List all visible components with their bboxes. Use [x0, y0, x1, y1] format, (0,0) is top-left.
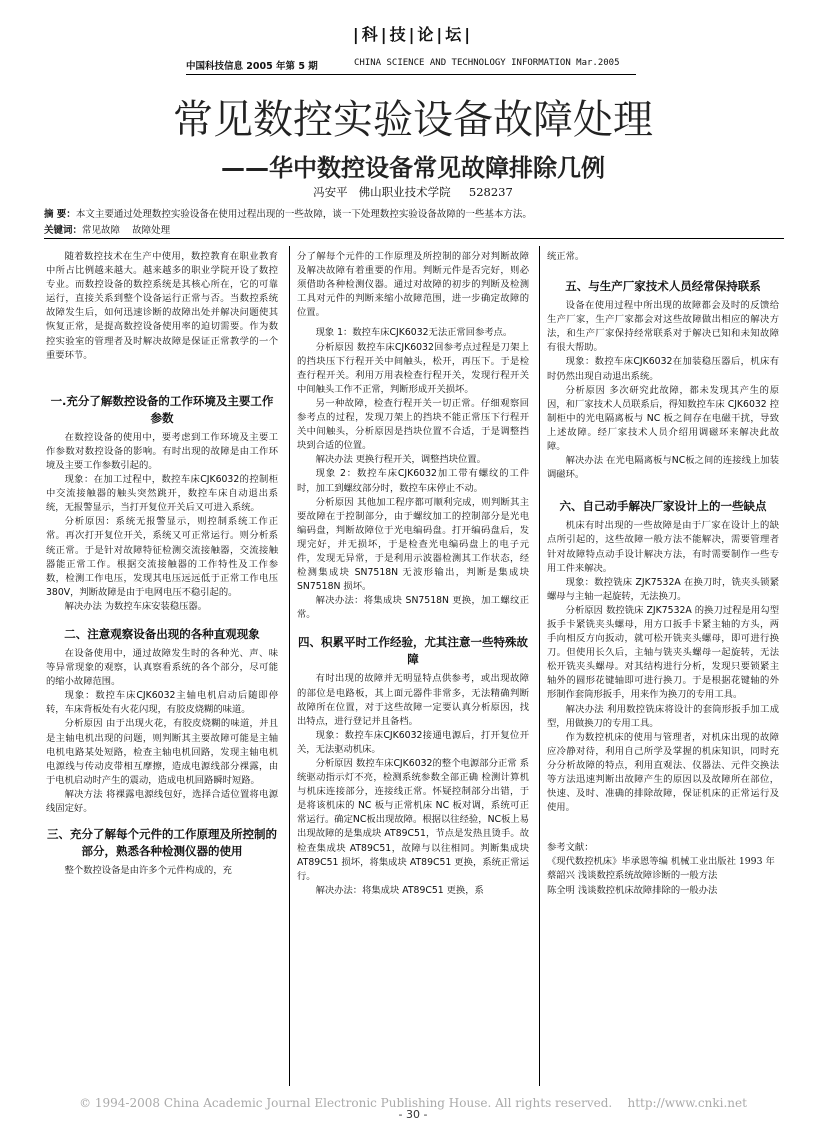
abstract-label: 摘 要：: [44, 209, 76, 220]
keywords-text: 常见故障 故障处理: [82, 225, 171, 236]
references-label: 参考文献：: [547, 842, 594, 854]
reference-item: 蔡韶兴 浅谈数控系统故障诊断的一般方法: [547, 870, 718, 882]
paragraph: 解决办法：将集成块 SN7518N 更换，加工螺纹正常。: [297, 595, 529, 621]
paragraph: 解决办法 在光电隔离板与NC板之间的连接线上加装调磁环。: [547, 455, 779, 481]
paragraph: 解决办法 利用数控铣床将设计的套筒形扳手加工成型，用做换刀的专用工具。: [547, 703, 779, 729]
column-name: |科|技|论|坛|: [352, 25, 474, 44]
title-rule: [44, 238, 784, 239]
column-1: [46, 250, 278, 1090]
paragraph: 现象：数控车床CJK6032接通电源后，打开复位开关，无法驱动机床。: [297, 729, 529, 755]
journal-issue: 中国科技信息 2005 年第 5 期: [186, 61, 318, 72]
paragraph: 有时出现的故障并无明显特点供参考，或出现故障的部位是电路板，其上面元器件非常多，无法精确判断故障所在位置，对于这些故障一定要认真分析原因，找出特点，进行登记并且备档。: [297, 673, 529, 727]
article-subtitle: ——华中数控设备常见故障排除几例: [221, 154, 605, 182]
paragraph: 解决方法 将裸露电源线包好，选择合适位置将电源线固定好。: [46, 788, 278, 814]
section-heading-1: 一.充分了解数控设备的工作环境及主要工作参数: [50, 393, 274, 425]
paragraph: 分析原因 多次研究此故障，都未发现其产生的原因，和厂家技术人员联系后，得知数控车床 CJK6032 控制柜中的光电隔离板与 NC 板之间存在电磁干扰，导致上述故障。经厂家技术人员介绍用调磁环来解决此故障。: [547, 384, 779, 453]
paragraph: 机床有时出现的一些故障是由于厂家在设计上的缺点所引起的，这些故障一般方法不能解决，需要管理者针对故障特点动手设计解决方法，有时需要制作一些专用工件来解决。: [547, 520, 779, 574]
paragraph: 分析原因 数控铣床 ZJK7532A 的换刀过程是用勾型扳手卡紧铣夹头螺母，用方口扳手卡紧主轴的方头，两手向相反方向扳动，就可松开铣夹头螺母，即可进行换刀。但使用长久后，主轴与铣夹头螺母一起旋转，无法松开铣夹头螺母。对其结构进行分析，发现只要锁紧主轴外的圆形花键轴即可进行换刀。于是根据花键轴的外形制作套筒形扳手，用来作为换刀的专用工具。: [547, 604, 779, 701]
paragraph: 现象：数控车床CJK6032主轴电机启动后随即停转，车床背板处有火花闪现，有胶皮烧糊的味道。: [46, 690, 278, 716]
paragraph: 在设备使用中，通过故障发生时的各种光、声、味等异常现象的观察，认真察看系统的各个部分，尽可能的缩小故障范围。: [46, 647, 278, 688]
paragraph: 现象：数控车床CJK6032在加装稳压器后，机床有时仍然出现自动退出系统。: [547, 356, 779, 382]
page-number: - 30 -: [398, 1108, 428, 1121]
paragraph: 在数控设备的使用中，要考虑到工作环境及主要工作参数对数控设备的影响。有时出现的故障是由工作环境及主要工作参数引起的。: [46, 431, 278, 471]
paragraph: 现象 2：数控车床CJK6032加工带有螺纹的工件时，加工到螺纹部分时，数控车床停止不动。: [297, 468, 529, 494]
reference-item: 陈全明 浅谈数控机床故障排除的一般办法: [547, 884, 718, 896]
section-heading-3: 三、充分了解每个元件的工作原理及所控制的部分，熟悉各种检测仪器的使用: [47, 827, 277, 859]
column-2: [297, 250, 529, 1090]
references: [547, 841, 779, 897]
column-3: [547, 250, 779, 1090]
author-line: 冯安平 佛山职业技术学院 528237: [313, 185, 513, 199]
abstract: [44, 206, 532, 220]
paragraph: 随着数控技术在生产中使用，数控教育在职业教育中所占比例越来越大。越来越多的职业学院开设了数控专业。而数控设备的数控系统是其核心所在，它的可靠运行，直接关系到整个设备运行正常与否。当数控系统故障发生后，如何迅速诊断的故障出处并解决问题使其恢复正常，是提高数控设备使用率的迫切需要。作为数控实验室的管理者及时解决故障是保证正常教学的一个重要环节。: [46, 251, 278, 361]
paragraph: 作为数控机床的使用与管理者，对机床出现的故障应冷静对待，利用自己所学及掌握的机床知识，同时充分分析故障的特点，利用直观法、仪器法、元件交换法等方法迅速判断出故障产生的原因以及故障所在部位，快速、及时、准确的排除故障，保证机床的正常运行及使用。: [547, 731, 779, 814]
section-heading-5: 五、与生产厂家技术人员经常保持联系: [565, 279, 761, 294]
copyright-notice: © 1994-2008 China Academic Journal Electronic Publishing House. All rights reserved. http://www.cnki.net: [79, 1096, 747, 1110]
paragraph: 分析原因 由于出现火花，有胶皮烧糊的味道，并且是主轴电机出现的问题，则判断其主要故障可能是主轴电机电路某处短路，检查主轴电机回路，发现主轴电机电源线与传动皮带相互摩擦，造成电源线部分裸露，由于电机启动时产生的震动，造成电机回路瞬时短路。: [46, 718, 278, 786]
column-divider: [289, 246, 290, 1086]
reference-item: 《现代数控机床》毕承恩等编 机械工业出版社 1993 年: [547, 856, 775, 868]
paragraph: 另一种故障，检查行程开关一切正常。仔细观察回参考点的过程，发现刀架上的挡块不能正常压下行程开关中间触头，分析原因是挡块位置不合适，于是调整挡块到合适的位置。: [297, 397, 529, 452]
keywords: [44, 222, 170, 236]
paragraph: 现象：数控铣床 ZJK7532A 在换刀时，铣夹头锁紧螺母与主轴一起旋转，无法换刀。: [547, 576, 779, 602]
paragraph: 分了解每个元件的工作原理及所控制的部分对判断故障及解决故障有着重要的作用。判断元件是否完好，则必须借助各种检测仪器。通过对故障的初步的判断及检测工具对元件的判断来缩小故障范围，进一步确定故障的位置。: [297, 251, 529, 319]
journal-english: CHINA SCIENCE AND TECHNOLOGY INFORMATION Mar.2005: [354, 58, 620, 68]
paragraph: 解决办法 为数控车床安装稳压器。: [64, 600, 208, 612]
keywords-label: 关键词：: [44, 225, 83, 236]
paragraph: 分析原因 数控车床CJK6032的整个电源部分正常 系统驱动指示灯不亮，检测系统参数全部正确 检测计算机与机床连接部分，连接线正常。怀疑控制部分出错，于是将该机床的 NC 板与正常机床 NC 板对调，系统可正常运行。确定NC板出现故障。根据以往经验，NC板上易出现故障的是集成块 AT89C51，节点是发热且烫手。故检查集成块 AT89C51，故障与以往相同。判断集成块 AT89C51 损坏，将集成块 AT89C51 更换，系统正常运行。: [297, 758, 529, 882]
paragraph: 现象 1：数控车床CJK6032无法正常回参考点。: [315, 327, 513, 339]
paragraph: 设备在使用过程中所出现的故障都会及时的反馈给生产厂家，生产厂家都会对这些故障做出相应的解决方法，和生产厂家保持经常联系对于解决已知和未知故障有很大帮助。: [547, 300, 779, 354]
paragraph: 分析原因：系统无报警显示，则控制系统工作正常。再次打开复位开关，系统又可正常运行。则分析系统正常。于是针对故障特征检测交流接触器，交流接触器能正常工作。根据交流接触器的工作特性及工作参数，检测工作电压，发现其电压远远低于正常工作电压380V，判断故障是由于电网电压不稳引起的。: [46, 516, 278, 598]
abstract-text: 本文主要通过处理数控实验设备在使用过程出现的一些故障，谈一下处理数控实验设备故障的一些基本方法。: [75, 209, 532, 220]
paragraph: 统正常。: [547, 251, 585, 262]
paragraph: 整个数控设备是由许多个元件构成的，充: [64, 865, 232, 877]
paragraph: 解决办法 更换行程开关，调整挡块位置。: [315, 454, 486, 466]
column-divider: [539, 246, 540, 1086]
header-rule: [186, 74, 636, 75]
article-title: 常见数控实验设备故障处理: [173, 97, 653, 143]
paragraph: 分析原因 数控车床CJK6032回参考点过程是刀架上的挡块压下行程开关中间触头，松开，再压下。于是检查行程开关。利用万用表检查行程开关，发现行程开关中间触头工作不正常，判断形成开关损坏。: [297, 341, 529, 395]
paragraph: 分析原因 其他加工程序都可顺利完成，则判断其主要故障在于控制部分，由于螺纹加工的控制部分是光电编码盘，判断故障位于光电编码盘。打开编码盘后，发现完好，并无损坏，于是检查光电编码盘上的电子元件，发现无异常，于是利用示波器检测其工作状态，经检测集成块 SN7518N 无波形输出，判断是集成块 SN7518N 损坏。: [297, 496, 529, 593]
section-heading-4: 四、积累平时工作经验，尤其注意一些特殊故障: [298, 635, 528, 667]
section-heading-2: 二、注意观察设备出现的各种直观现象: [64, 626, 260, 641]
section-heading-6: 六、自己动手解决厂家设计上的一些缺点: [559, 499, 767, 514]
paragraph: 解决办法：将集成块 AT89C51 更换，系: [315, 884, 484, 896]
paragraph: 现象：在加工过程中，数控车床CJK6032的控制柜中交流接触器的触头突然跳开，数控车床自动退出系统，无报警显示，当打开复位开关后又可进入系统。: [46, 474, 278, 514]
